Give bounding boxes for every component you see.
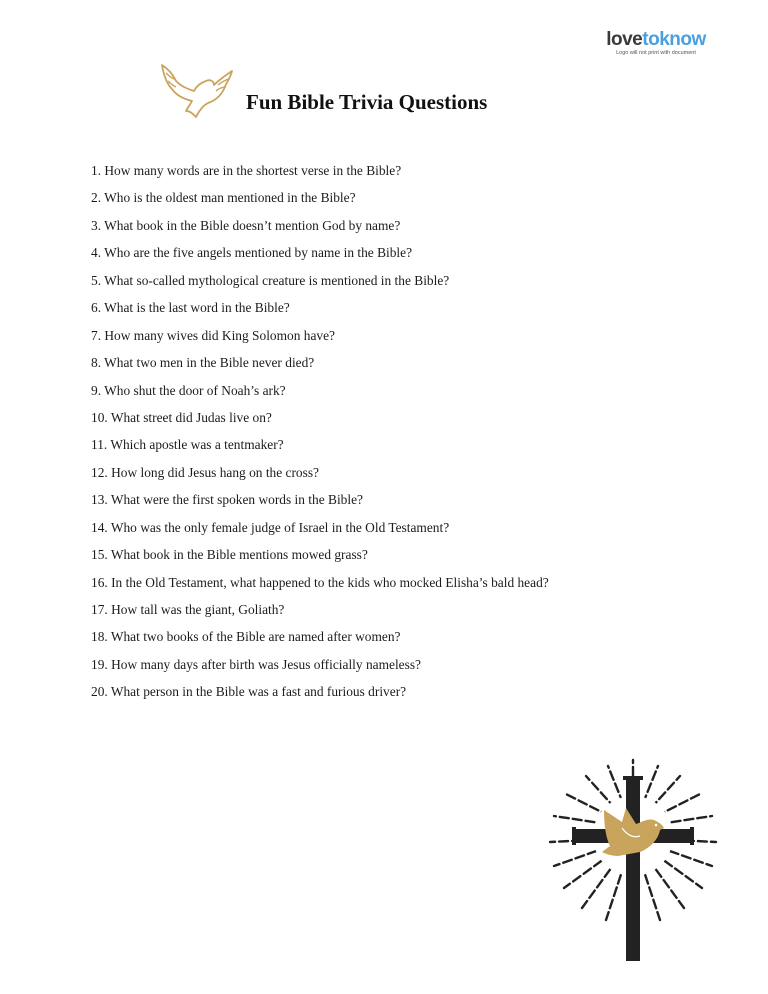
question-item: 13. What were the first spoken words in the Bible? [91,492,363,508]
lovetoknow-logo [601,30,711,56]
question-item: 3. What book in the Bible doesn’t mention God by name? [91,217,401,233]
question-item: 12. How long did Jesus hang on the cross? [91,464,319,480]
question-item: 1. How many words are in the shortest verse in the Bible? [91,163,402,178]
question-item: 6. What is the last word in the Bible? [91,300,290,316]
page-title: Fun Bible Trivia Questions [246,90,488,114]
question-item: 7. How many wives did King Solomon have? [91,327,335,343]
logo-note: Logo will not print with document [616,50,696,56]
logo-part-know: know [659,29,706,50]
question-item: 16. In the Old Testament, what happened to the kids who mocked Elisha’s bald head? [91,574,549,590]
logo-part-love: love [606,29,643,50]
question-item: 2. Who is the oldest man mentioned in the Bible? [91,190,356,206]
question-item: 10. What street did Judas live on? [91,409,272,425]
logo-part-to: to [642,29,660,50]
question-item: 15. What book in the Bible mentions mowed grass? [91,547,368,563]
question-item: 18. What two books of the Bible are named after women? [91,629,401,645]
question-item: 14. Who was the only female judge of Israel in the Old Testament? [91,519,450,535]
question-item: 9. Who shut the door of Noah’s ark? [91,382,286,398]
question-item: 5. What so-called mythological creature is mentioned in the Bible? [91,272,450,288]
question-item: 19. How many days after birth was Jesus officially nameless? [91,656,421,672]
cross-with-dove-icon [548,758,718,963]
question-item: 20. What person in the Bible was a fast and furious driver? [91,684,407,700]
question-item: 17. How tall was the giant, Goliath? [91,602,285,617]
question-item: 8. What two men in the Bible never died? [91,355,315,371]
question-item: 4. Who are the five angels mentioned by name in the Bible? [91,245,413,261]
logo-wordmark [601,30,711,50]
dove-outline-icon [158,61,234,119]
question-item: 11. Which apostle was a tentmaker? [91,437,284,453]
question-list [91,157,549,706]
